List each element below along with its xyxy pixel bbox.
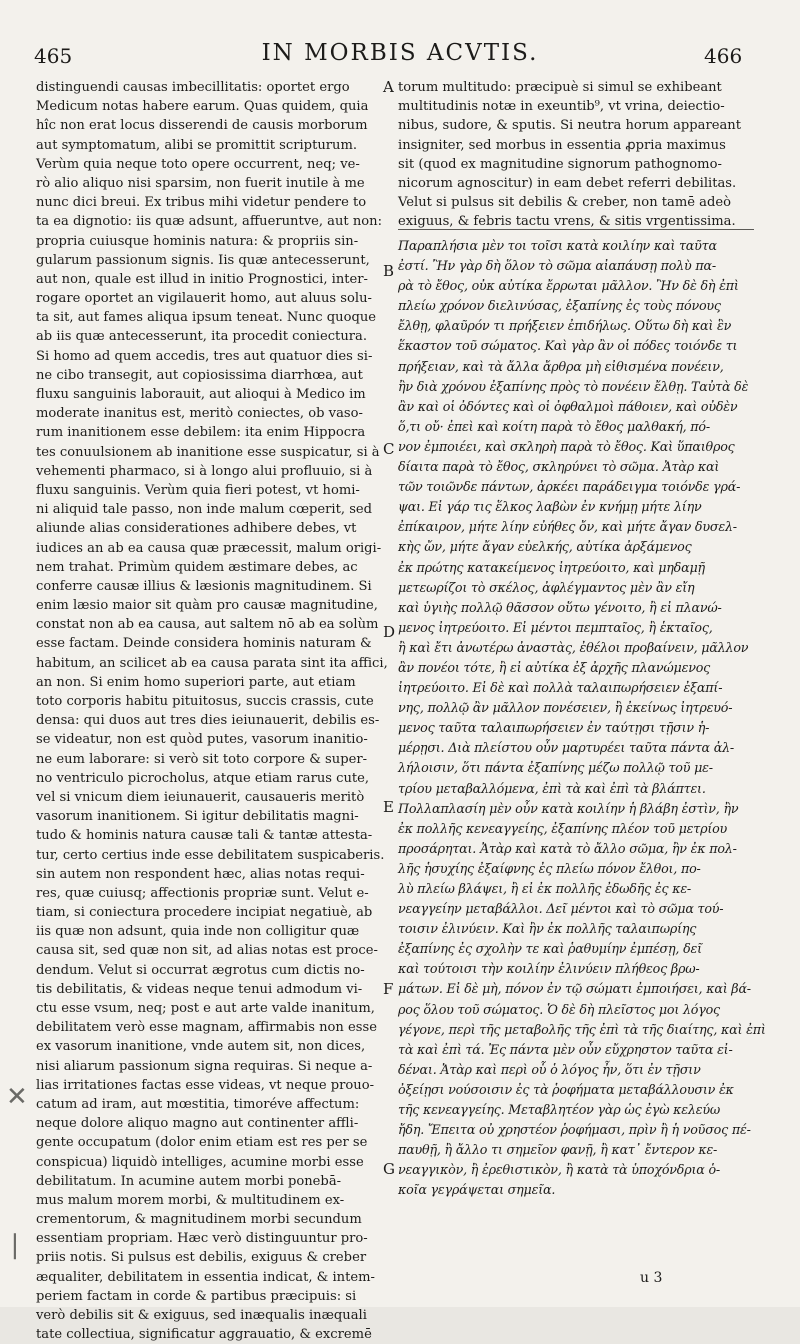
greek-text-line: τῆς κενεαγγείης. Μεταβλητέον γὰρ ὡς ἐγὼ κελεύω	[398, 1102, 721, 1118]
text-line: ne cibo transegit, aut copiosissima diarrhœa, aut	[36, 367, 363, 383]
text-line: ctu esse vsum, neq; post e aut arte valde inanitum,	[36, 1001, 375, 1016]
text-line: habitum, an scilicet ab ea causa parata sint ita affici,	[36, 655, 388, 671]
text-line: lias irritationes factas esse videas, vt neque prouo-	[36, 1077, 375, 1093]
greek-text-line: νεαγγείην μεταβάλλοι. Δεῖ μέντοι καὶ τὸ σῶμα τού-	[398, 901, 724, 917]
text-line: ni aliquid tale passo, non inde malum cœperit, sed	[36, 502, 373, 518]
text-line: ex vasorum inanitione, vnde autem sit, non dices,	[36, 1039, 366, 1055]
greek-text-line: νης, πολλῷ ἂν μᾶλλον πονέσειεν, ἢ ἐκείνως ἰητρευό-	[398, 700, 733, 716]
text-line: sin autem non respondent hæc, alias notas requi-	[36, 866, 365, 882]
text-line: æqualiter, debilitatem in essentia indicat, & intem-	[36, 1269, 375, 1285]
greek-text-line: μενος ταῦτα ταλαιπωρήσειεν ἐν ταύτῃσι τῇσιν ἡ-	[398, 720, 710, 736]
text-line: res, quæ cuiusq; affectionis propriæ sunt. Velut e-	[36, 885, 369, 901]
greek-text-line: τοισιν ἐλινύειν. Καὶ ἢν ἐκ πολλῆς ταλαιπωρίης	[398, 921, 697, 937]
text-line: mus malum morem morbi, & multitudinem ex-	[36, 1192, 345, 1208]
margin-marker-g: G	[383, 1160, 395, 1178]
greek-text-line: καὶ ὑγιὴς πολλῷ θᾶσσον οὕτω γένοιτο, ἢ εἰ πλανώ-	[398, 599, 722, 615]
greek-text-line: μάτων. Εἰ δὲ μὴ, πόνον ἐν τῷ σώματι ἐμποιήσει, καὶ βά-	[398, 981, 751, 997]
text-line: se videatur, non est quòd putes, vasorum inanitio-	[36, 732, 368, 748]
text-line: aut symptomatum, alibi se promittit scripturum.	[36, 137, 358, 153]
text-line: tudo & hominis natura causæ tali & tantæ attesta-	[36, 828, 373, 844]
greek-text-line: ρος ὅλου τοῦ σώματος. Ὁ δὲ δὴ πλεῖστος μοι λόγος	[398, 1001, 720, 1017]
greek-text-line: ἕκαστον τοῦ σώματος. Καὶ γὰρ ἂν οἱ πόδες τοιόνδε τι	[398, 338, 738, 354]
greek-text-line: λὺ πλείω βλάψει, ἢ εἰ ἐκ πολλῆς ἐδωδῆς ἐς κε-	[398, 881, 692, 896]
text-line: aliunde alias considerationes adhibere debes, vt	[36, 521, 357, 537]
text-line: nisi aliarum passionum signa requiras. Si neque a-	[36, 1058, 373, 1074]
page-number-left: 465	[34, 44, 73, 68]
text-line: sit (quod ex magnitudine signorum pathognomo-	[398, 156, 722, 172]
greek-text-line: τρίου μεταβαλλόμενα, ἐπὶ τὰ καὶ ἐπὶ τὰ βλάπτει.	[398, 780, 706, 796]
greek-text-line: μέρῃσι. Διὰ πλείστου οὖν μαρτυρέει ταῦτα πάντα ἀλ-	[398, 740, 735, 756]
text-line: vehementi pharmaco, si à longo alui profluuio, si à	[36, 463, 373, 479]
greek-text-line: ἰητρεύοιτο. Εἰ δὲ καὶ πολλὰ ταλαιπωρήσειεν ἐξαπί-	[398, 680, 723, 696]
text-line: distinguendi causas imbecillitatis: oportet ergo	[36, 80, 350, 95]
greek-text-line: ψαι. Εἰ γάρ τις ἕλκος λαβὼν ἐν κνήμῃ μήτε λίην	[398, 499, 702, 515]
text-line: conferre causæ illius & læsionis magnitudinem. Si	[36, 578, 372, 594]
text-line: gente occupatum (dolor enim etiam est res per se	[36, 1135, 368, 1151]
text-line: vel si vnicum diem ieiunauerit, causaueris meritò	[36, 789, 365, 805]
text-line: rò alio aliquo nisi sparsim, non fuerit inutile à me	[36, 175, 365, 191]
text-line: Verùm quia neque toto opere occurrent, neq; ve-	[36, 156, 360, 172]
text-line: ne eum laborare: si verò sit toto corpore & super-	[36, 751, 368, 767]
text-line: aut non, quale est illud in initio Prognostici, inter-	[36, 271, 368, 287]
text-line: torum multitudo: præcipuè si simul se exhibeant	[398, 80, 722, 95]
greek-text-line: ἐκ πολλῆς κενεαγγείης, ἐξαπίνης πλέον τοῦ μετρίου	[398, 820, 728, 836]
greek-text-line: ὅ,τι οὔ· ἐπεὶ καὶ κοίτη παρὰ τὸ ἔθος μαλθακή, πό-	[398, 418, 710, 434]
text-line: conspicua) liquidò intelliges, acumine morbi esse	[36, 1154, 364, 1170]
text-line: Si homo ad quem accedis, tres aut quatuor dies si-	[36, 348, 373, 364]
greek-text-line: Πολλαπλασίη μὲν οὖν κατὰ κοιλίην ἡ βλάβη ἐστὶν, ἢν	[398, 800, 739, 816]
text-line: hîc non erat locus disserendi de causis morborum	[36, 118, 368, 134]
text-line: dendum. Velut si occurrat ægrotus cum dictis no-	[36, 962, 365, 978]
text-line: nunc dici breui. Ex tribus mihi videtur pendere to	[36, 195, 367, 211]
running-title: IN MORBIS ACVTIS.	[261, 40, 539, 66]
greek-text-line: ὀξείῃσι νούσοισιν ἐς τὰ ῥοφήματα μεταβάλλουσιν ἐκ	[398, 1081, 734, 1097]
greek-text-line: παυθῇ, ἢ ἄλλο τι σημεῖον φανῇ, ἢ κατ᾽ ἔντερον κε-	[398, 1142, 718, 1158]
text-line: multitudinis notæ in exeuntib⁹, vt vrina, deiectio-	[398, 99, 725, 115]
greek-text-line: ἢν διὰ χρόνου ἐξαπίνης πρὸς τὸ πονέειν ἔλθῃ. Ταὐτὰ δὲ	[398, 378, 749, 394]
text-line: crementorum, & magnitudinem morbi secundum	[36, 1212, 362, 1228]
handwritten-margin-mark: ❘	[4, 1230, 26, 1260]
greek-text-line: τῶν τοιῶνδε πάντων, ἀρκέει παράδειγμα τοιόνδε γρά-	[398, 479, 741, 495]
margin-marker-c: C	[383, 440, 395, 458]
text-line: iis quæ non adsunt, quia inde non colligitur quæ	[36, 924, 360, 940]
text-line: toto corporis habitu pituitosus, succis crassis, cute	[36, 694, 374, 709]
text-line: enim læsio maior sit quàm pro causæ magnitudine,	[36, 598, 378, 614]
greek-text-line: ἐκ πρώτης κατακείμενος ἰητρεύοιτο, καὶ μηδαμῇ	[398, 559, 705, 575]
margin-marker-e: E	[383, 798, 394, 816]
greek-text-line: ἢ καὶ ἔτι ἀνωτέρω ἀναστὰς, ἐθέλοι προβαίνειν, μᾶλλον	[398, 639, 749, 655]
margin-marker-b: B	[383, 262, 395, 280]
text-line: tur, certo certius inde esse debilitatem suspicaberis.	[36, 847, 385, 863]
text-line: fluxu sanguinis laborauit, aut alioqui à Medico im	[36, 387, 366, 402]
greek-text-line: πλείω χρόνον διελινύσας, ἐξαπίνης ἐς τοὺς πόνους	[398, 298, 721, 314]
text-line: exiguus, & febris tactu vrens, & sitis vrgentissima.	[398, 214, 736, 230]
text-line: Medicum notas habere earum. Quas quidem, quia	[36, 99, 369, 115]
greek-text-line: Παραπλήσια μὲν τοι τοῖσι κατὰ κοιλίην καὶ ταῦτα	[398, 238, 717, 253]
text-line: causa sit, sed quæ non sit, ad alias notas est proce-	[36, 943, 378, 959]
text-line: rum inanitionem esse debilem: ita enim Hippocra	[36, 425, 366, 441]
text-line: ta ea dignotio: iis quæ adsunt, affueruntve, aut non:	[36, 214, 382, 230]
text-line: nicorum agnoscitur) in eam debet referri debilitas.	[398, 175, 737, 191]
greek-text-line: ἤδη. Ἔπειτα οὐ χρηστέον ῥοφήμασι, πρὶν ἢ ἡ νοῦσος πέ-	[398, 1122, 751, 1138]
text-line: tiam, si coniectura procedere incipiat negatiuè, ab	[36, 905, 373, 921]
greek-text-line: νον ἐμποιέει, καὶ σκληρὴ παρὰ τὸ ἔθος. Καὶ ὕπαιθρος	[398, 438, 735, 454]
text-line: essentiam propriam. Hæc verò distinguuntur pro-	[36, 1231, 368, 1247]
text-line: debilitatum. In acumine autem morbi ponebā-	[36, 1173, 342, 1189]
greek-text-line: πρήξειαν, καὶ τὰ ἄλλα ἄρθρα μὴ εἰθισμένα πονέειν,	[398, 358, 724, 374]
greek-text-line: κὴς ὤν, μήτε ἄγαν εὐελκής, αὐτίκα ἀρξάμενος	[398, 539, 692, 555]
right-column-latin-text	[398, 78, 752, 232]
greek-text-line: μετεωρίζοι τὸ σκέλος, ἀφλέγμαντος μὲν ἂν εἴη	[398, 579, 695, 595]
page-number-right: 466	[704, 44, 743, 68]
text-line: nibus, sudore, & sputis. Si neutra horum appareant	[398, 118, 741, 134]
greek-text-line: τὰ καὶ ἐπὶ τά. Ἐς πάντα μὲν οὖν εὔχρηστον ταῦτα εἰ-	[398, 1041, 733, 1057]
greek-text-line: ρὰ τὸ ἔθος, οὐκ αὐτίκα ἔρρωται μᾶλλον. Ἢν δὲ δὴ ἐπὶ	[398, 278, 739, 294]
greek-text-line: δέναι. Ἀτὰρ καὶ περὶ οὗ ὁ λόγος ἦν, ὅτι ἐν τῇσιν	[398, 1061, 701, 1077]
greek-text-line: λήλοισιν, ὅτι πάντα ἐξαπίνης μέζω πολλῷ τοῦ με-	[398, 760, 713, 776]
text-line: tate collectiua, significatur aggrauatio, & excremē	[36, 1327, 372, 1343]
greek-text-line: κοῖα γεγράψεται σημεῖα.	[398, 1182, 556, 1198]
greek-text-line: μενος ἰητρεύοιτο. Εἰ μέντοι πεμπταῖος, ἢ ἑκταῖος,	[398, 619, 713, 635]
greek-text-line: ἂν καὶ οἱ ὀδόντες καὶ οἱ ὀφθαλμοὶ πάθοιεν, καὶ οὐδὲν	[398, 398, 738, 414]
text-line: priis notis. Si pulsus est debilis, exiguus & creber	[36, 1250, 367, 1266]
signature-mark: u 3	[640, 1270, 663, 1286]
text-line: propria cuiusque hominis natura: & propriis sin-	[36, 233, 359, 249]
greek-text-line: λῆς ἡσυχίης ἐξαίφνης ἐς πλείω πόνον ἔλθοι, πο-	[398, 860, 701, 876]
left-column-text	[36, 78, 388, 1344]
handwritten-margin-mark: ✕	[6, 1082, 28, 1112]
page-header	[0, 36, 800, 76]
right-column-greek-text	[398, 236, 766, 1201]
greek-text-line: ἐπίκαιρον, μήτε λίην εὐήθες ὄν, καὶ μήτε ἄγαν δυσελ-	[398, 519, 737, 535]
text-line: an non. Si enim homo superiori parte, aut etiam	[36, 674, 356, 690]
text-line: ta sit, aut fames aliqua ipsum teneat. Nunc quoque	[36, 310, 377, 326]
text-line: densa: qui duos aut tres dies ieiunauerit, debilis es-	[36, 713, 380, 729]
text-line: constat non ab ea causa, aut saltem nō ab ea solùm	[36, 617, 379, 633]
text-line: gularum passionum signis. Iis quæ antecesserunt,	[36, 252, 370, 268]
text-line: rogare oportet an vigilauerit homo, aut aluus solu-	[36, 291, 372, 307]
margin-marker-f: F	[383, 980, 394, 998]
text-line: esse factam. Deinde considera hominis naturam &	[36, 636, 372, 652]
greek-text-line: ἐστί. Ἢν γὰρ δὴ ὅλον τὸ σῶμα αἰαπάυσῃ πολὺ πα-	[398, 258, 716, 274]
text-line: neque dolore aliquo magno aut continenter affli-	[36, 1116, 359, 1132]
text-line: ab iis quæ antecesserunt, ita procedit coniectura.	[36, 329, 367, 345]
text-line: catum ad iram, aut mœstitia, timoréve affectum:	[36, 1096, 360, 1112]
text-line: insigniter, sed morbus in essentia ꝓpria maximus	[398, 137, 726, 153]
greek-text-line: δίαιτα παρὰ τὸ ἔθος, σκληρύνει τὸ σῶμα. Ἀτὰρ καὶ	[398, 459, 720, 475]
text-line: debilitatem verò esse magnam, affirmabis non esse	[36, 1020, 377, 1036]
text-line: no ventriculo picrocholus, atque etiam rarus cute,	[36, 770, 370, 786]
greek-text-line: ἔλθῃ, φλαῦρόν τι πρήξειεν ἐπιδήλως. Οὕτω δὴ καὶ ἓν	[398, 318, 732, 334]
greek-text-line: νεαγγικὸν, ἢ ἐρεθιστικὸν, ἢ κατὰ τὰ ὑποχόνδρια ὁ-	[398, 1162, 720, 1178]
greek-text-line: καὶ τούτοισι τὴν κοιλίην ἐλινύειν πλήθεος βρω-	[398, 961, 700, 977]
text-line: tes conuulsionem ab inanitione esse suspicatur, si à	[36, 444, 380, 460]
text-line: nem trahat. Primùm quidem æstimare debes, ac	[36, 559, 358, 575]
greek-text-line: προσάρηται. Ἀτὰρ καὶ κατὰ τὸ ἄλλο σῶμα, ἢν ἐκ πολ-	[398, 840, 737, 856]
text-line: tis debilitatis, & videas neque tenui admodum vi-	[36, 981, 363, 997]
greek-text-line: ἂν πονέοι τότε, ἢ εἰ αὐτίκα ἐξ ἀρχῆς πλανώμενος	[398, 659, 711, 675]
text-line: fluxu sanguinis. Verùm quia fieri potest, vt homi-	[36, 482, 360, 498]
text-line: iudices an ab ea causa quæ præcessit, malum origi-	[36, 540, 382, 556]
margin-marker-d: D	[383, 623, 396, 641]
greek-text-line: ἐξαπίνης ἐς σχολὴν τε καὶ ῥαθυμίην ἐμπέσῃ, δεῖ	[398, 941, 702, 957]
text-line: Velut si pulsus sit debilis & creber, non tamē adeò	[398, 195, 732, 211]
text-line: moderate inanitus est, meritò coniectes, ob vaso-	[36, 406, 363, 422]
column-divider-rule	[398, 229, 754, 230]
greek-text-line: γέγονε, περὶ τῆς μεταβολῆς τῆς ἐπὶ τὰ τῆς διαίτης, καὶ ἐπὶ	[398, 1021, 766, 1037]
text-line: vasorum inanitionem. Si igitur debilitatis magni-	[36, 809, 359, 825]
text-line: verò debilis sit & exiguus, sed inæqualis inæquali	[36, 1308, 367, 1323]
margin-marker-a: A	[383, 78, 394, 96]
text-line: periem factam in corde & partibus præcipuis: si	[36, 1288, 357, 1304]
